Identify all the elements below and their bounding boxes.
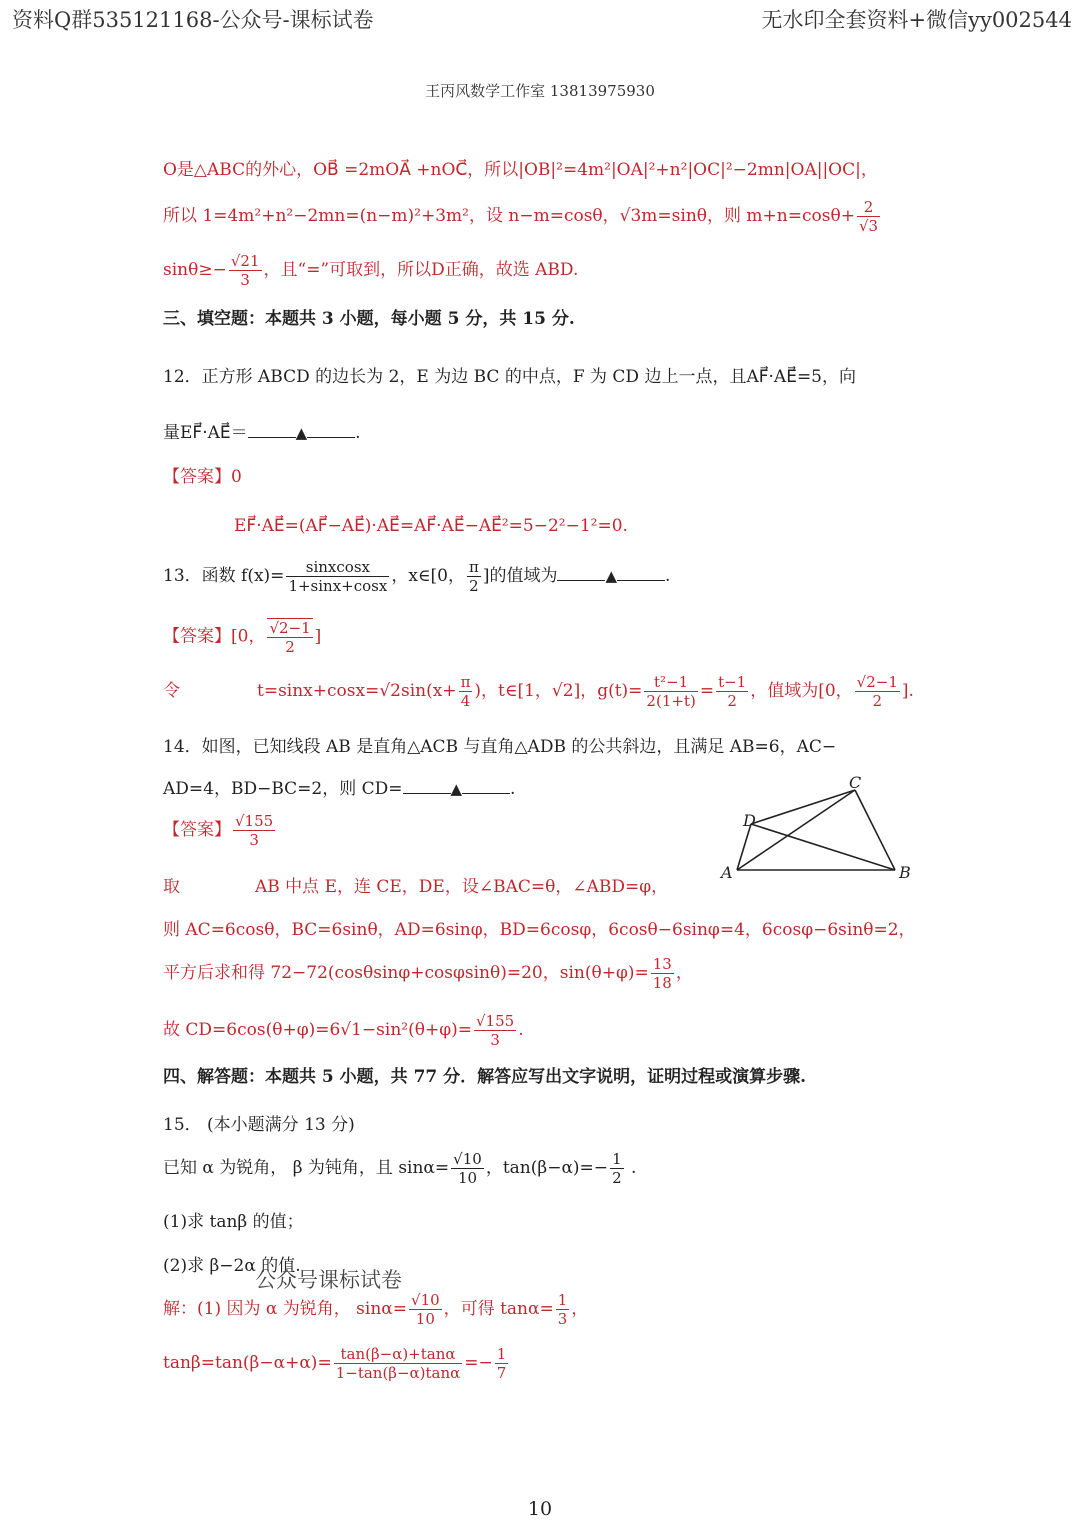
solution-13: 令 t=sinx+cosx=√2sin(x+ $\frac{\pi}{4}$ )，t∈[1，√2]，g(t)= $\frac{\text{t²−1}}{2(1+t)}$ = $\frac{t-1}{2}$ ，值域为[0， $\frac{√2-1}{2}$ ]. bbox=[163, 673, 914, 710]
solution-11-line2: 所以 1=4m²+n²−2mn=(n−m)²+3m²，设 n−m=cosθ，√3m=sinθ，则 m+n=cosθ+ $\frac{2}{√3}$ bbox=[163, 198, 879, 235]
section-4-heading: 四、解答题：本题共 5 小题，共 77 分．解答应写出文字说明，证明过程或演算步骤. bbox=[163, 1067, 807, 1087]
page-number: 10 bbox=[527, 1498, 553, 1520]
question-12-line1: 12．正方形 ABCD 的边长为 2，E 为边 BC 的中点，F 为 CD 边上一点，且AF⃗·AE⃗=5，向 bbox=[163, 367, 856, 387]
answer-13: 【答案】[0， $\frac{√2-1}{2}$ ] bbox=[163, 619, 322, 656]
segment-ad bbox=[737, 824, 751, 870]
page-header: 王丙风数学工作室 13813975930 bbox=[425, 82, 655, 100]
question-14-line1: 14．如图，已知线段 AB 是直角△ACB 与直角△ADB 的公共斜边，且满足 AB=6，AC− bbox=[163, 737, 837, 757]
question-15-title: 15． (本小题满分 13 分) bbox=[163, 1115, 355, 1135]
solution-14-line1: 取 AB 中点 E，连 CE，DE，设∠BAC=θ，∠ABD=φ， bbox=[163, 877, 669, 897]
question-15-part2: (2)求 β−2α 的值. bbox=[163, 1256, 301, 1276]
solution-11-line3: sinθ≥− $\frac{√21}{3}$ ，且“=”可取到，所以D正确，故选 ABD. bbox=[163, 252, 579, 289]
solution-15-line2: tanβ=tan(β−α+α)= $\frac{\tan(\beta-\alpha)+\tan\alpha}{1-\tan(\beta-\alpha)\tan\alpha}$ =− $\frac{1}{7}$ bbox=[163, 1345, 507, 1382]
watermark-stamp: 公众号课标试卷 bbox=[255, 1268, 402, 1292]
question-15-given: 已知 α 为锐角， β 为钝角，且 sinα= $\frac{√10}{10}$ ，tan(β−α)=− $\frac{1}{2}$ . bbox=[163, 1150, 637, 1187]
label-c: C bbox=[849, 773, 862, 792]
label-b: B bbox=[899, 863, 911, 882]
watermark-right: 无水印全套资料+微信yy002544 bbox=[761, 8, 1072, 32]
answer-12: 【答案】0 bbox=[163, 467, 242, 487]
label-d: D bbox=[743, 811, 756, 830]
triangle-figure bbox=[715, 772, 920, 887]
solution-12: EF⃗·AE⃗=(AF⃗−AE⃗)·AE⃗=AF⃗·AE⃗−AE⃗²=5−2²−1²=0. bbox=[234, 516, 628, 536]
question-12-line2: 量EF⃗·AE⃗＝ ▲ . bbox=[163, 423, 361, 443]
solution-14-line4: 故 CD=6cos(θ+φ)=6√1−sin²(θ+φ)= $\frac{√155}{3}$ . bbox=[163, 1012, 524, 1049]
solution-14-line3: 平方后求和得 72−72(cosθsinφ+cosφsinθ)=20，sin(θ+φ)= $\frac{13}{18}$ ， bbox=[163, 955, 693, 992]
segment-ac bbox=[737, 790, 855, 870]
label-a: A bbox=[721, 863, 733, 882]
solution-11-line1: O是△ABC的外心，OB⃗ =2mOA⃗ +nOC⃗，所以|OB|²=4m²|OA|²+n²|OC|²−2mn|OA||OC|， bbox=[163, 160, 878, 180]
answer-14: 【答案】 $\frac{√155}{3}$ bbox=[163, 812, 274, 849]
segment-db bbox=[751, 824, 895, 870]
question-13: 13．函数 f(x)= $\frac{\text{sinxcosx}}{1+\sin x+\cos x}$ ，x∈[0， $\frac{\pi}{2}$ ]的值域为 ▲ . bbox=[163, 558, 671, 595]
segment-dc bbox=[751, 790, 855, 824]
watermark-left: 资料Q群535121168-公众号-课标试卷 bbox=[12, 8, 374, 32]
question-14-line2: AD=4，BD−BC=2，则 CD= ▲ . bbox=[163, 779, 516, 799]
solution-14-line2: 则 AC=6cosθ，BC=6sinθ，AD=6sinφ，BD=6cosφ，6cosθ−6sinφ=4，6cosφ−6sinθ=2， bbox=[163, 920, 916, 940]
segment-cb bbox=[855, 790, 895, 870]
section-3-heading: 三、填空题：本题共 3 小题，每小题 5 分，共 15 分. bbox=[163, 309, 575, 329]
solution-15-line1: 解：(1) 因为 α 为锐角， sinα= $\frac{√10}{10}$ ，可得 tanα= $\frac{1}{3}$ ， bbox=[163, 1291, 589, 1328]
question-15-part1: (1)求 tanβ 的值； bbox=[163, 1212, 304, 1232]
